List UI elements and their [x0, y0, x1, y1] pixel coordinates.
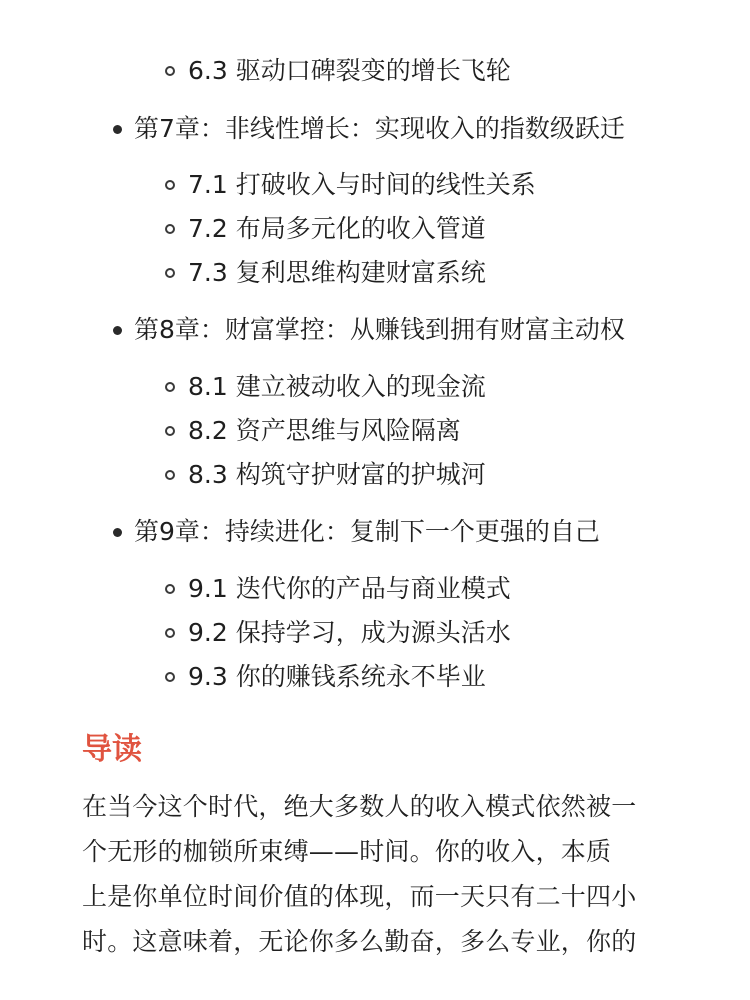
intro-line: 个无形的枷锁所束缚——时间。你的收入，本质: [82, 837, 612, 866]
hollow-bullet-icon: [165, 66, 175, 76]
filled-bullet-icon: [113, 125, 122, 134]
intro-line: 在当今这个时代，绝大多数人的收入模式依然被一: [82, 792, 637, 821]
intro-line: 时。这意味着，无论你多么勤奋，多么专业，你的: [82, 927, 637, 956]
hollow-bullet-icon: [165, 180, 175, 190]
hollow-bullet-icon: [165, 426, 175, 436]
toc-section-8-3[interactable]: 8.3 构筑守护财富的护城河: [188, 460, 486, 489]
toc-section-9-1[interactable]: 9.1 迭代你的产品与商业模式: [188, 574, 511, 603]
hollow-bullet-icon: [165, 268, 175, 278]
toc-section-6-3[interactable]: 6.3 驱动口碑裂变的增长飞轮: [188, 56, 511, 85]
hollow-bullet-icon: [165, 382, 175, 392]
hollow-bullet-icon: [165, 584, 175, 594]
hollow-bullet-icon: [165, 470, 175, 480]
toc-section-9-3[interactable]: 9.3 你的赚钱系统永不毕业: [188, 662, 486, 691]
toc-chapter-8[interactable]: 第8章：财富掌控：从赚钱到拥有财富主动权: [134, 315, 625, 344]
intro-paragraph: [82, 784, 682, 964]
toc-section-7-1[interactable]: 7.1 打破收入与时间的线性关系: [188, 170, 536, 199]
filled-bullet-icon: [113, 326, 122, 335]
toc-section-8-1[interactable]: 8.1 建立被动收入的现金流: [188, 372, 486, 401]
toc-chapter-9[interactable]: 第9章：持续进化：复制下一个更强的自己: [134, 517, 600, 546]
hollow-bullet-icon: [165, 628, 175, 638]
filled-bullet-icon: [113, 528, 122, 537]
intro-heading: 导读: [82, 732, 142, 767]
toc-section-8-2[interactable]: 8.2 资产思维与风险隔离: [188, 416, 461, 445]
intro-line: 上是你单位时间价值的体现，而一天只有二十四小: [82, 882, 637, 911]
toc-section-7-3[interactable]: 7.3 复利思维构建财富系统: [188, 258, 486, 287]
hollow-bullet-icon: [165, 224, 175, 234]
toc-chapter-7[interactable]: 第7章：非线性增长：实现收入的指数级跃迁: [134, 114, 625, 143]
toc-section-9-2[interactable]: 9.2 保持学习，成为源头活水: [188, 618, 511, 647]
toc-section-7-2[interactable]: 7.2 布局多元化的收入管道: [188, 214, 486, 243]
hollow-bullet-icon: [165, 672, 175, 682]
